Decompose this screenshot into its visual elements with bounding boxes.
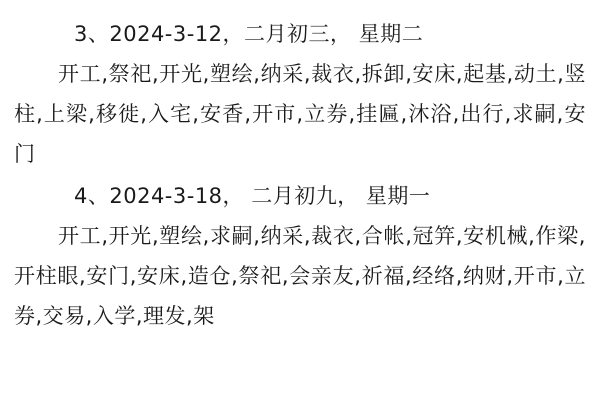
almanac-entry: [14, 176, 586, 336]
entry-body: 开工,开光,塑绘,求嗣,纳采,裁衣,合帐,冠笄,安机械,作梁,开柱眼,安门,安床,造仓,祭祀,会亲友,祈福,经络,纳财,开市,立券,交易,入学,理发,架: [14, 224, 586, 328]
entry-heading: 4、2024-3-18， 二月初九， 星期一: [74, 184, 431, 208]
entry-heading: 3、2024-3-12，二月初三， 星期二: [74, 22, 424, 46]
entry-body: 开工,祭祀,开光,塑绘,纳采,裁衣,拆卸,安床,起基,动土,竖柱,上梁,移徙,入宅,安香,开市,立券,挂匾,沐浴,出行,求嗣,安门: [14, 62, 586, 166]
almanac-entry: [14, 14, 586, 174]
